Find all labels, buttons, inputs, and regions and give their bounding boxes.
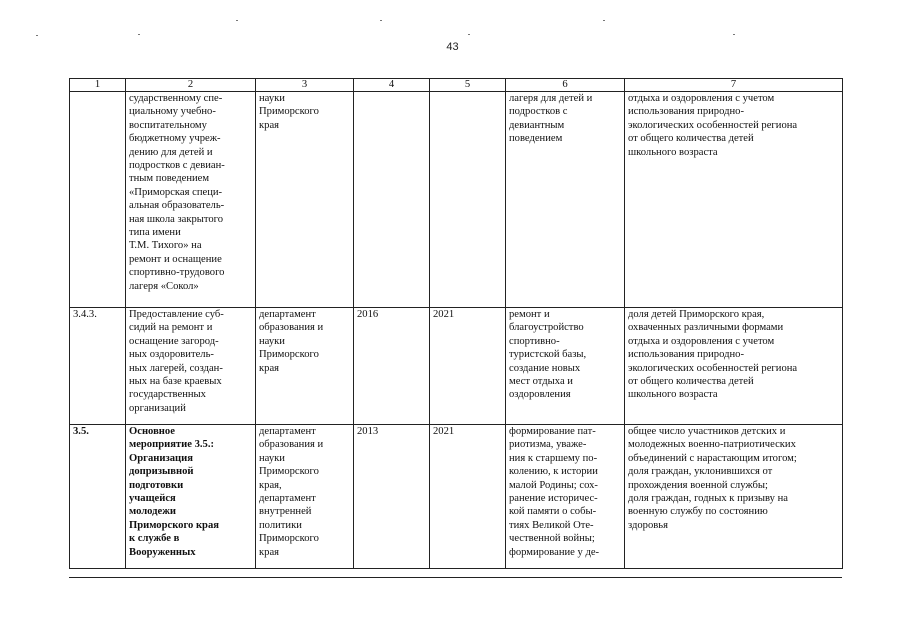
- executor: департамент образования и науки Приморского края, департамент внутренней политики Приморского края: [256, 425, 354, 569]
- start-year: [354, 92, 430, 308]
- row-number: 3.5.: [70, 425, 126, 569]
- end-year: [430, 92, 506, 308]
- table-row: [70, 425, 843, 569]
- start-year: 2013: [354, 425, 430, 569]
- header-row: [70, 79, 843, 92]
- indicator: доля детей Приморского края, охваченных различными формами отдыха и оздоровления с учетом использования природно- экологических особенностей региона от общего количества детей школьного возраста: [625, 308, 843, 425]
- column-header-1: 1: [70, 79, 126, 92]
- start-year: 2016: [354, 308, 430, 425]
- row-number: [70, 92, 126, 308]
- end-year: 2021: [430, 308, 506, 425]
- activity-name: сударственному спе- циальному учебно- воспитательному бюджетному учреж- дению для детей и подростков с девиан- тным поведением «Приморская специ- альная образователь- ная школа закрытого типа имени Т.М. Тихого» на ремонт и оснащение спортивно-трудового лагеря «Сокол»: [126, 92, 256, 308]
- table-row: [70, 92, 843, 308]
- column-header-4: 4: [354, 79, 430, 92]
- page-number: 43: [446, 41, 459, 53]
- end-year: 2021: [430, 425, 506, 569]
- column-header-6: 6: [506, 79, 625, 92]
- executor: науки Приморского края: [256, 92, 354, 308]
- activity-name: Основное мероприятие 3.5.: Организация допризывной подготовки учащейся молодежи Приморского края к службе в Вооруженных: [126, 425, 256, 569]
- expected-result: ремонт и благоустройство спортивно- туристской базы, создание новых мест отдыха и оздоровления: [506, 308, 625, 425]
- executor: департамент образования и науки Приморского края: [256, 308, 354, 425]
- table-bottom-border: [69, 577, 842, 578]
- column-header-2: 2: [126, 79, 256, 92]
- activity-table: [69, 78, 843, 569]
- column-header-7: 7: [625, 79, 843, 92]
- column-header-5: 5: [430, 79, 506, 92]
- indicator: общее число участников детских и молодежных военно-патриотических объединений с нарастающим итогом; доля граждан, уклонившихся от прохождения военной службы; доля граждан, годных к призыву на военную службу по состоянию здоровья: [625, 425, 843, 569]
- activity-name: Предоставление суб- сидий на ремонт и оснащение загород- ных оздоровитель- ных лагерей, создан- ных на базе краевых государственных организаций: [126, 308, 256, 425]
- table-row: [70, 308, 843, 425]
- column-header-3: 3: [256, 79, 354, 92]
- expected-result: формирование пат- риотизма, уваже- ния к старшему по- колению, к истории малой Родины; сох- ранение историчес- кой памяти о собы- тиях Великой Оте- чественной войны; формирование у де-: [506, 425, 625, 569]
- indicator: отдыха и оздоровления с учетом использования природно- экологических особенностей региона от общего количества детей школьного возраста: [625, 92, 843, 308]
- row-number: 3.4.3.: [70, 308, 126, 425]
- expected-result: лагеря для детей и подростков с девиантным поведением: [506, 92, 625, 308]
